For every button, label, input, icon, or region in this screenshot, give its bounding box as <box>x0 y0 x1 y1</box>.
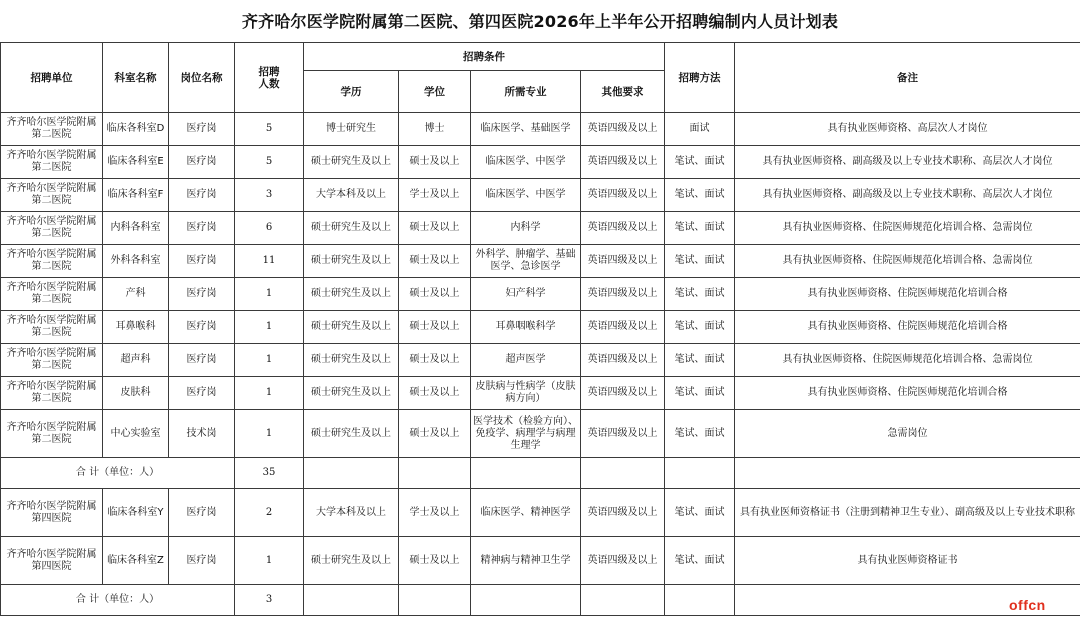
cell-degree: 硕士及以上 <box>399 278 471 311</box>
cell-method: 笔试、面试 <box>665 146 735 179</box>
cell-other: 英语四级及以上 <box>581 377 665 410</box>
cell-count: 5 <box>235 146 304 179</box>
cell-degree: 硕士及以上 <box>399 377 471 410</box>
cell-remark: 具有执业医师资格证书 <box>735 537 1080 585</box>
cell-count: 1 <box>235 311 304 344</box>
cell-education: 硕士研究生及以上 <box>304 377 399 410</box>
header-major: 所需专业 <box>471 71 581 113</box>
cell-method: 笔试、面试 <box>665 344 735 377</box>
cell-dept: 临床各科室Z <box>103 537 169 585</box>
cell-major: 妇产科学 <box>471 278 581 311</box>
cell-major: 内科学 <box>471 212 581 245</box>
subtotal-count: 3 <box>235 585 304 616</box>
header-other: 其他要求 <box>581 71 665 113</box>
table-row <box>1 344 1080 377</box>
cell-degree: 硕士及以上 <box>399 245 471 278</box>
recruitment-plan-table <box>0 42 1080 616</box>
subtotal-label: 合 计（单位：人） <box>1 458 235 489</box>
subtotal-label: 合 计（单位：人） <box>1 585 235 616</box>
cell-count: 1 <box>235 377 304 410</box>
cell-remark: 具有执业医师资格、住院医师规范化培训合格、急需岗位 <box>735 245 1080 278</box>
cell-count: 11 <box>235 245 304 278</box>
cell-education: 硕士研究生及以上 <box>304 311 399 344</box>
cell-degree: 硕士及以上 <box>399 146 471 179</box>
cell-dept: 耳鼻喉科 <box>103 311 169 344</box>
cell-post: 技术岗 <box>169 410 235 458</box>
table-row <box>1 179 1080 212</box>
cell-education: 大学本科及以上 <box>304 489 399 537</box>
subtotal-row <box>1 458 1080 489</box>
cell-major: 皮肤病与性病学（皮肤病方向） <box>471 377 581 410</box>
table-row <box>1 146 1080 179</box>
cell-education: 大学本科及以上 <box>304 179 399 212</box>
cell-dept: 超声科 <box>103 344 169 377</box>
cell-post: 医疗岗 <box>169 489 235 537</box>
cell-post: 医疗岗 <box>169 179 235 212</box>
cell-unit: 齐齐哈尔医学院附属第二医院 <box>1 179 103 212</box>
table-row <box>1 278 1080 311</box>
cell-method: 笔试、面试 <box>665 377 735 410</box>
cell-count: 1 <box>235 278 304 311</box>
table-row <box>1 245 1080 278</box>
cell-unit: 齐齐哈尔医学院附属第二医院 <box>1 344 103 377</box>
header-count-line1: 招聘 <box>258 65 280 78</box>
cell-remark: 急需岗位 <box>735 410 1080 458</box>
cell-unit: 齐齐哈尔医学院附属第二医院 <box>1 278 103 311</box>
cell-major: 临床医学、中医学 <box>471 179 581 212</box>
cell-other: 英语四级及以上 <box>581 212 665 245</box>
cell-method: 笔试、面试 <box>665 311 735 344</box>
cell-post: 医疗岗 <box>169 212 235 245</box>
cell-other: 英语四级及以上 <box>581 410 665 458</box>
cell-method: 笔试、面试 <box>665 489 735 537</box>
cell-degree: 学士及以上 <box>399 179 471 212</box>
cell-dept: 临床各科室E <box>103 146 169 179</box>
table-row <box>1 537 1080 585</box>
cell-other: 英语四级及以上 <box>581 489 665 537</box>
cell-post: 医疗岗 <box>169 146 235 179</box>
offcn-watermark: offcn <box>1009 597 1046 613</box>
header-remark: 备注 <box>735 43 1080 113</box>
cell-degree: 硕士及以上 <box>399 410 471 458</box>
page-title: 齐齐哈尔医学院附属第二医院、第四医院2026年上半年公开招聘编制内人员计划表 <box>241 12 839 31</box>
cell-dept: 皮肤科 <box>103 377 169 410</box>
cell-dept: 外科各科室 <box>103 245 169 278</box>
table-row <box>1 212 1080 245</box>
cell-remark: 具有执业医师资格、住院医师规范化培训合格 <box>735 311 1080 344</box>
cell-degree: 硕士及以上 <box>399 344 471 377</box>
cell-count: 3 <box>235 179 304 212</box>
cell-remark: 具有执业医师资格、高层次人才岗位 <box>735 113 1080 146</box>
cell-remark: 具有执业医师资格、住院医师规范化培训合格、急需岗位 <box>735 212 1080 245</box>
cell-degree: 博士 <box>399 113 471 146</box>
cell-unit: 齐齐哈尔医学院附属第二医院 <box>1 146 103 179</box>
cell-remark: 具有执业医师资格、住院医师规范化培训合格 <box>735 278 1080 311</box>
cell-education: 硕士研究生及以上 <box>304 537 399 585</box>
subtotal-row <box>1 585 1080 616</box>
cell-other: 英语四级及以上 <box>581 179 665 212</box>
cell-unit: 齐齐哈尔医学院附属第二医院 <box>1 410 103 458</box>
cell-major: 临床医学、基础医学 <box>471 113 581 146</box>
cell-dept: 产科 <box>103 278 169 311</box>
cell-other: 英语四级及以上 <box>581 278 665 311</box>
cell-education: 硕士研究生及以上 <box>304 146 399 179</box>
cell-post: 医疗岗 <box>169 311 235 344</box>
cell-count: 5 <box>235 113 304 146</box>
cell-count: 1 <box>235 537 304 585</box>
cell-post: 医疗岗 <box>169 377 235 410</box>
cell-major: 精神病与精神卫生学 <box>471 537 581 585</box>
cell-major: 外科学、肿瘤学、基础医学、急诊医学 <box>471 245 581 278</box>
cell-post: 医疗岗 <box>169 537 235 585</box>
cell-education: 硕士研究生及以上 <box>304 410 399 458</box>
cell-post: 医疗岗 <box>169 278 235 311</box>
cell-count: 1 <box>235 344 304 377</box>
cell-unit: 齐齐哈尔医学院附属第二医院 <box>1 113 103 146</box>
cell-remark: 具有执业医师资格证书（注册到精神卫生专业）、副高级及以上专业技术职称 <box>735 489 1080 537</box>
header-count <box>235 43 304 113</box>
cell-count: 6 <box>235 212 304 245</box>
cell-unit: 齐齐哈尔医学院附属第二医院 <box>1 377 103 410</box>
cell-post: 医疗岗 <box>169 113 235 146</box>
cell-unit: 齐齐哈尔医学院附属第四医院 <box>1 489 103 537</box>
header-count-line2: 人数 <box>258 77 280 90</box>
header-education: 学历 <box>304 71 399 113</box>
table-row <box>1 377 1080 410</box>
table-row <box>1 311 1080 344</box>
cell-major: 超声医学 <box>471 344 581 377</box>
cell-other: 英语四级及以上 <box>581 146 665 179</box>
subtotal-count: 35 <box>235 458 304 489</box>
cell-method: 笔试、面试 <box>665 179 735 212</box>
cell-remark: 具有执业医师资格、住院医师规范化培训合格 <box>735 377 1080 410</box>
cell-dept: 临床各科室Y <box>103 489 169 537</box>
cell-dept: 中心实验室 <box>103 410 169 458</box>
cell-count: 1 <box>235 410 304 458</box>
table-row <box>1 489 1080 537</box>
cell-education: 硕士研究生及以上 <box>304 212 399 245</box>
cell-degree: 硕士及以上 <box>399 212 471 245</box>
cell-method: 笔试、面试 <box>665 537 735 585</box>
header-unit: 招聘单位 <box>1 43 103 113</box>
cell-degree: 硕士及以上 <box>399 537 471 585</box>
cell-education: 硕士研究生及以上 <box>304 245 399 278</box>
table-row <box>1 113 1080 146</box>
cell-dept: 临床各科室D <box>103 113 169 146</box>
cell-major: 医学技术（检验方向）、免疫学、病理学与病理生理学 <box>471 410 581 458</box>
cell-unit: 齐齐哈尔医学院附属第二医院 <box>1 311 103 344</box>
header-post: 岗位名称 <box>169 43 235 113</box>
cell-method: 面试 <box>665 113 735 146</box>
table-row <box>1 410 1080 458</box>
cell-other: 英语四级及以上 <box>581 537 665 585</box>
cell-unit: 齐齐哈尔医学院附属第四医院 <box>1 537 103 585</box>
cell-remark: 具有执业医师资格、副高级及以上专业技术职称、高层次人才岗位 <box>735 179 1080 212</box>
cell-degree: 硕士及以上 <box>399 311 471 344</box>
cell-method: 笔试、面试 <box>665 212 735 245</box>
cell-other: 英语四级及以上 <box>581 245 665 278</box>
cell-degree: 学士及以上 <box>399 489 471 537</box>
cell-method: 笔试、面试 <box>665 245 735 278</box>
cell-major: 耳鼻咽喉科学 <box>471 311 581 344</box>
cell-count: 2 <box>235 489 304 537</box>
cell-major: 临床医学、精神医学 <box>471 489 581 537</box>
cell-unit: 齐齐哈尔医学院附属第二医院 <box>1 245 103 278</box>
cell-other: 英语四级及以上 <box>581 113 665 146</box>
cell-education: 硕士研究生及以上 <box>304 278 399 311</box>
cell-major: 临床医学、中医学 <box>471 146 581 179</box>
header-dept: 科室名称 <box>103 43 169 113</box>
cell-remark: 具有执业医师资格、副高级及以上专业技术职称、高层次人才岗位 <box>735 146 1080 179</box>
cell-remark: 具有执业医师资格、住院医师规范化培训合格、急需岗位 <box>735 344 1080 377</box>
cell-education: 博士研究生 <box>304 113 399 146</box>
header-method: 招聘方法 <box>665 43 735 113</box>
cell-other: 英语四级及以上 <box>581 311 665 344</box>
header-conditions: 招聘条件 <box>304 43 665 71</box>
cell-dept: 内科各科室 <box>103 212 169 245</box>
cell-post: 医疗岗 <box>169 344 235 377</box>
cell-post: 医疗岗 <box>169 245 235 278</box>
cell-dept: 临床各科室F <box>103 179 169 212</box>
cell-unit: 齐齐哈尔医学院附属第二医院 <box>1 212 103 245</box>
cell-education: 硕士研究生及以上 <box>304 344 399 377</box>
header-degree: 学位 <box>399 71 471 113</box>
cell-method: 笔试、面试 <box>665 410 735 458</box>
cell-method: 笔试、面试 <box>665 278 735 311</box>
cell-other: 英语四级及以上 <box>581 344 665 377</box>
